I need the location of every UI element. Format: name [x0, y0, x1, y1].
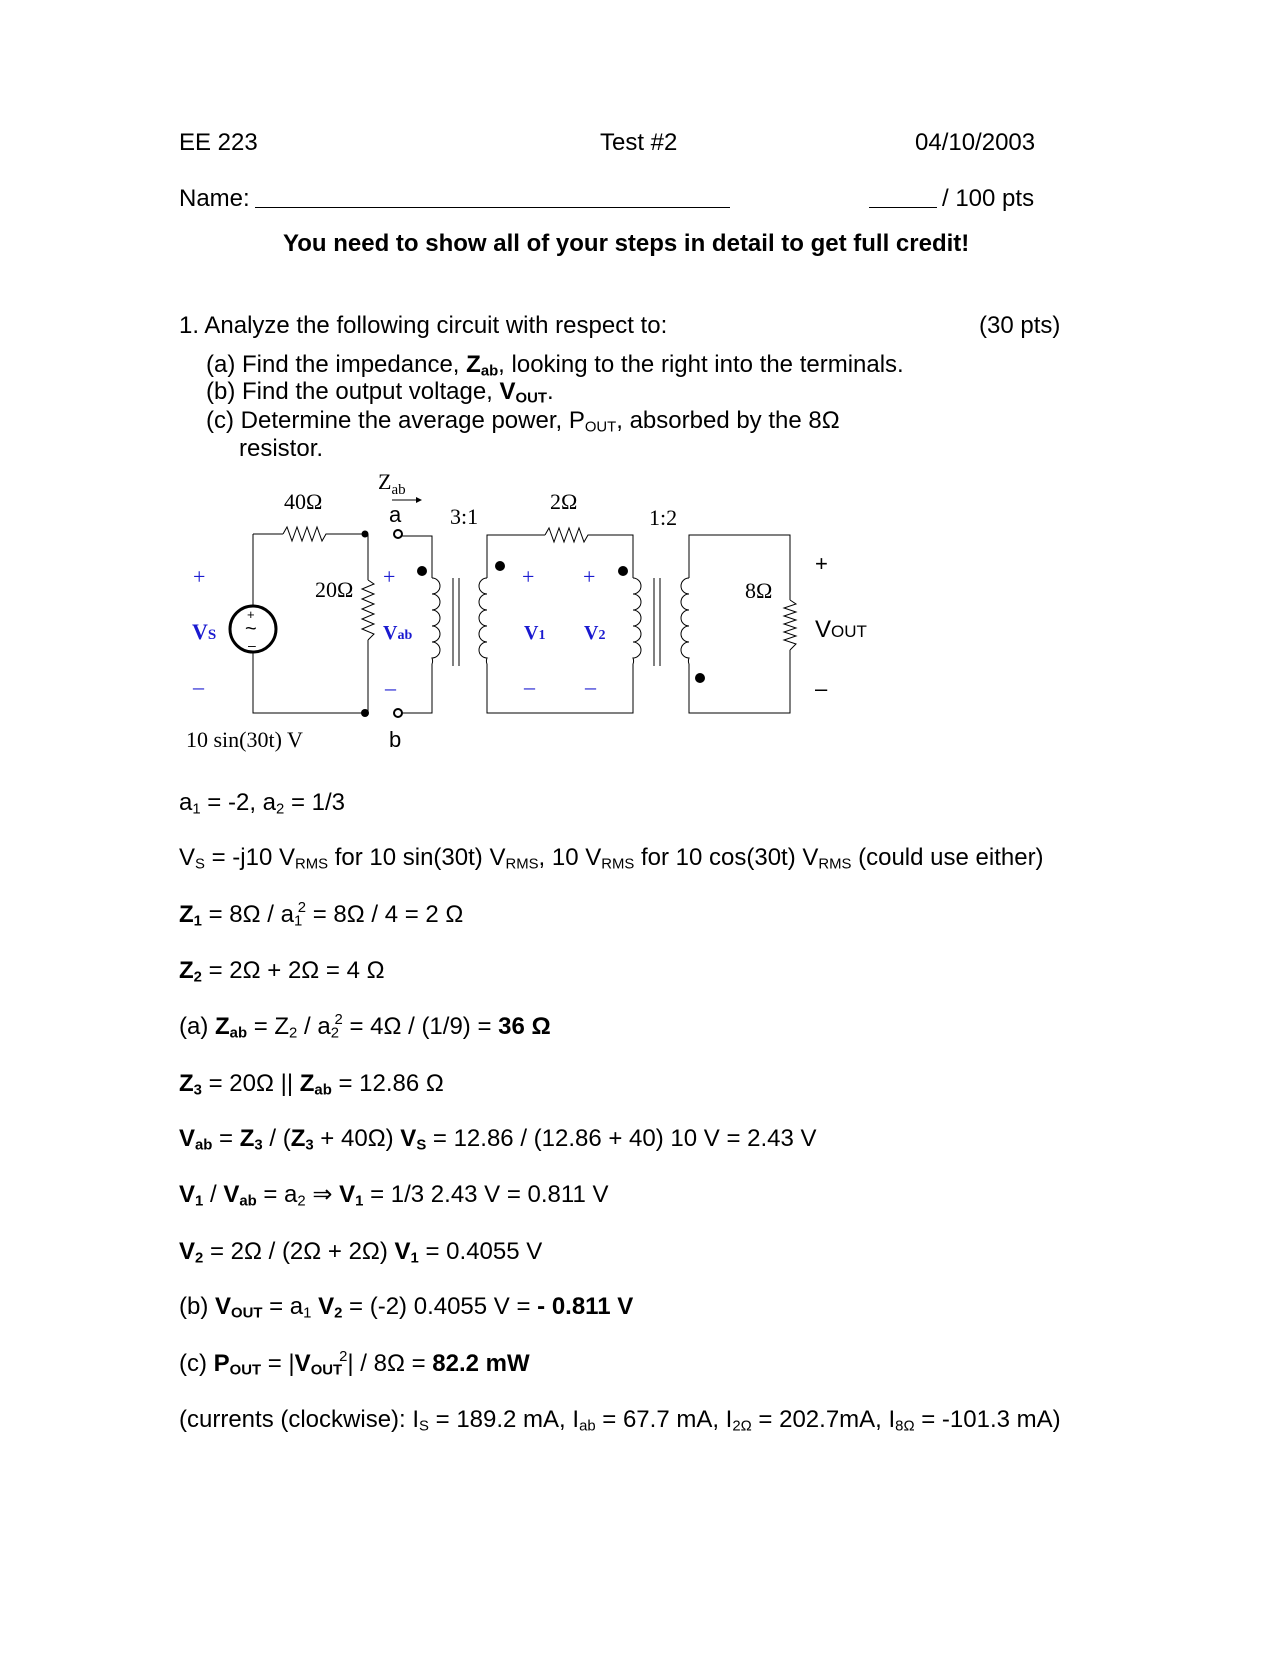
wire-middle-loop — [487, 535, 633, 713]
part-c-text-line2: resistor. — [239, 435, 324, 462]
wire-left-vertical-bottom — [253, 652, 363, 713]
vout-label: VOUT — [815, 616, 867, 643]
v2-minus: – — [585, 674, 596, 699]
wire-b-to-xfmr1 — [398, 664, 432, 713]
solution-line-9: $V_2 = 2\Omega / (2\Omega + 2\Omega) V_1 = 0.4055$ V — [179, 1238, 543, 1267]
circuit-diagram — [0, 460, 1280, 760]
xfmr2-primary-coil — [633, 578, 641, 664]
node-dot-bottom — [361, 709, 369, 717]
xfmr2-secondary-coil — [681, 578, 689, 664]
vab-minus: – — [385, 675, 396, 700]
label-ratio-1-2: 1:2 — [649, 505, 678, 530]
label-2-ohm: 2Ω — [550, 489, 578, 514]
solution-line-10: (b) $V_{OUT} = a_1$ $V_2 = (-2)$ 0.4055 V = - 0.811 V — [179, 1293, 634, 1322]
name-blank-line — [255, 207, 730, 208]
resistor-40-ohm — [283, 527, 328, 541]
vs-minus: – — [193, 674, 204, 699]
label-20-ohm: 20Ω — [315, 577, 354, 602]
label-zab: $Z_{ab}$ — [378, 469, 406, 498]
solution-line-1: $a_1 = -2$, $a_2 = 1/3$ — [179, 789, 346, 818]
label-terminal-b: b — [389, 727, 402, 752]
xfmr1-primary-dot — [417, 566, 427, 576]
node-dot-top — [362, 531, 369, 538]
solution-line-8: $V_1 / V_{ab} = a_2$ ⇒ $V_1 = 1/3$ 2.43 V = 0.811 V — [179, 1181, 609, 1210]
vs-label: VS — [192, 619, 217, 644]
src-plus: + — [247, 607, 255, 622]
label-8-ohm: 8Ω — [745, 578, 773, 603]
resistor-8-ohm — [784, 600, 796, 650]
course-code: EE 223 — [179, 129, 258, 156]
implies-arrow-icon: ⇒ — [305, 1181, 340, 1208]
v1-minus: – — [524, 674, 535, 699]
resistor-20-ohm — [362, 580, 374, 640]
vs-plus: + — [193, 564, 206, 589]
src-minus: – — [248, 637, 256, 653]
solution-line-6: $Z_3 = 20\Omega$ || $Z_{ab} = 12.86$ Ω — [179, 1070, 444, 1099]
vab-label: Vab — [383, 622, 413, 644]
label-40-ohm: 40Ω — [284, 489, 323, 514]
xfmr1-secondary-coil — [479, 578, 487, 664]
solution-line-12: (currents (clockwise): $I_S = 189.2$ mA, $I_{ab} = 67.7$ mA, $I_{2\Omega} = 202.7mA$, $I_{8\Omega} = -101.3$ mA) — [179, 1406, 1061, 1435]
v2-label: V2 — [584, 622, 606, 644]
zab-arrowhead — [416, 497, 422, 503]
solution-line-11: (c) $P_{OUT} = |V_{OUT}^2| / 8\Omega = 82.2$ mW — [179, 1348, 530, 1379]
xfmr2-secondary-dot — [695, 673, 705, 683]
v1-plus: + — [522, 564, 535, 589]
vout-plus: + — [815, 551, 828, 576]
resistor-2-ohm — [545, 528, 590, 542]
terminal-a-icon — [394, 530, 402, 538]
name-label: Name: — [179, 185, 250, 212]
label-source-value: 10 sin(30t) V — [186, 727, 303, 752]
solution-line-5: (a) $Z_{ab} = Z_2 / a_2^2 = 4\Omega / (1/9) = 36$ Ω — [179, 1011, 551, 1042]
src-tilde: ~ — [245, 618, 257, 640]
test-title: Test #2 — [600, 129, 678, 156]
solution-line-7: $V_{ab} = Z_3 / (Z_3 + 40\Omega) V_S = 12.86 / (12.86 + 40)$ 10 V = 2.43 V — [179, 1125, 817, 1154]
v2-plus: + — [583, 564, 596, 589]
solution-line-4: $Z_2 = 2\Omega + 2\Omega = 4$ Ω — [179, 957, 385, 986]
xfmr2-primary-dot — [618, 566, 628, 576]
label-terminal-a: a — [389, 502, 402, 527]
problem-points: (30 pts) — [979, 312, 1061, 339]
vout-minus: – — [815, 676, 828, 701]
xfmr1-secondary-dot — [495, 561, 505, 571]
terminal-b-icon — [394, 709, 402, 717]
part-c-text: (c) Determine the average power, $P_{OUT}$, absorbed by the 8Ω — [206, 407, 840, 436]
problem-intro: 1. Analyze the following circuit with respect to: — [179, 312, 668, 339]
v1-label: V1 — [524, 622, 546, 644]
instruction-text: You need to show all of your steps in detail to get full credit! — [283, 230, 970, 257]
score-total: / 100 pts — [942, 185, 1035, 212]
wire-right-loop — [689, 535, 790, 713]
vab-plus: + — [383, 564, 396, 589]
score-blank-line — [869, 207, 937, 208]
test-date: 04/10/2003 — [915, 129, 1036, 156]
solution-line-2: $V_S = -j10$ $V_{RMS}$ for 10 sin(30t) $V_{RMS}$, 10 $V_{RMS}$ for 10 cos(30t) $V_{RMS}$ (could use either) — [179, 844, 1044, 873]
xfmr1-primary-coil — [432, 578, 440, 664]
label-ratio-3-1: 3:1 — [450, 504, 479, 529]
solution-line-3: $Z_1 = 8\Omega / a_1^2 = 8\Omega / 4 = 2$ Ω — [179, 899, 464, 930]
part-b-text: (b) Find the output voltage, $V_{OUT}$. — [206, 378, 554, 407]
part-a-text: (a) Find the impedance, $Z_{ab}$, looking to the right into the terminals. — [206, 351, 904, 380]
